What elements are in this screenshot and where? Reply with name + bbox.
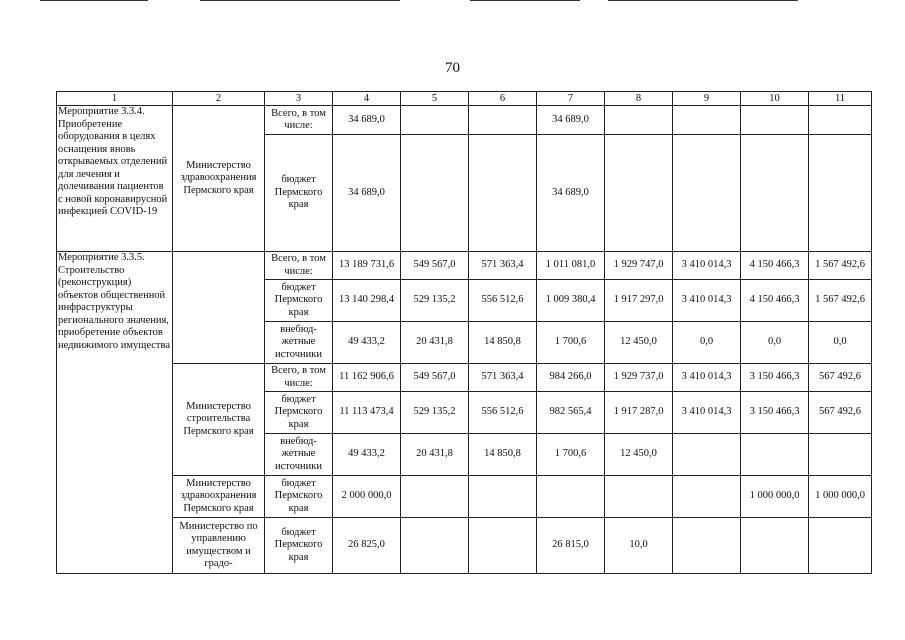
scan-edge-line: [200, 0, 400, 1]
table-row: [57, 252, 872, 280]
source-cell: бюджет Пермского края: [265, 392, 333, 434]
value-cell: [401, 106, 469, 135]
value-cell: [605, 106, 673, 135]
value-cell: [809, 106, 872, 135]
value-cell: 549 567,0: [401, 364, 469, 392]
value-cell: 14 850,8: [469, 434, 537, 476]
value-cell: [809, 434, 872, 476]
value-cell: 3 410 014,3: [673, 280, 741, 322]
header-cell: 8: [605, 92, 673, 106]
value-cell: [741, 518, 809, 574]
scan-edge-line: [470, 0, 580, 1]
value-cell: 3 410 014,3: [673, 364, 741, 392]
value-cell: 26 815,0: [537, 518, 605, 574]
value-cell: [741, 434, 809, 476]
header-cell: 11: [809, 92, 872, 106]
value-cell: 49 433,2: [333, 322, 401, 364]
value-cell: 34 689,0: [333, 135, 401, 252]
value-cell: 1 567 492,6: [809, 280, 872, 322]
executor-cell: Министерство строительства Пермского края: [173, 364, 265, 476]
executor-cell: [173, 252, 265, 364]
executor-cell: Министерство здравоохранения Пермского края: [173, 476, 265, 518]
value-cell: [809, 135, 872, 252]
value-cell: 529 135,2: [401, 280, 469, 322]
value-cell: 11 113 473,4: [333, 392, 401, 434]
value-cell: [741, 135, 809, 252]
value-cell: 1 700,6: [537, 322, 605, 364]
value-cell: 14 850,8: [469, 322, 537, 364]
value-cell: 1 917 297,0: [605, 280, 673, 322]
header-cell: 9: [673, 92, 741, 106]
header-cell: 2: [173, 92, 265, 106]
value-cell: 1 917 287,0: [605, 392, 673, 434]
table-row: [57, 364, 872, 392]
header-cell: 10: [741, 92, 809, 106]
source-cell: внебюд-жетные источники: [265, 434, 333, 476]
value-cell: 34 689,0: [537, 106, 605, 135]
value-cell: [605, 135, 673, 252]
page-number: 70: [445, 60, 460, 76]
value-cell: 3 410 014,3: [673, 392, 741, 434]
value-cell: 1 000 000,0: [809, 476, 872, 518]
source-cell: Всего, в том числе:: [265, 364, 333, 392]
value-cell: [469, 135, 537, 252]
value-cell: [469, 476, 537, 518]
value-cell: 20 431,8: [401, 434, 469, 476]
executor-cell: Министерство по управлению имуществом и градо-: [173, 518, 265, 574]
value-cell: 549 567,0: [401, 252, 469, 280]
header-cell: 5: [401, 92, 469, 106]
source-cell: бюджет Пермского края: [265, 518, 333, 574]
value-cell: 3 410 014,3: [673, 252, 741, 280]
value-cell: 1 929 747,0: [605, 252, 673, 280]
value-cell: 571 363,4: [469, 364, 537, 392]
value-cell: [401, 135, 469, 252]
value-cell: 12 450,0: [605, 322, 673, 364]
value-cell: [809, 518, 872, 574]
value-cell: 0,0: [673, 322, 741, 364]
value-cell: [673, 135, 741, 252]
value-cell: [401, 518, 469, 574]
value-cell: 567 492,6: [809, 364, 872, 392]
value-cell: 0,0: [741, 322, 809, 364]
value-cell: 3 150 466,3: [741, 392, 809, 434]
table-row: [57, 518, 872, 574]
value-cell: 1 009 380,4: [537, 280, 605, 322]
value-cell: 556 512,6: [469, 392, 537, 434]
value-cell: 2 000 000,0: [333, 476, 401, 518]
header-cell: 7: [537, 92, 605, 106]
table-row: [57, 106, 872, 135]
value-cell: 4 150 466,3: [741, 280, 809, 322]
table-row: [57, 476, 872, 518]
header-cell: 6: [469, 92, 537, 106]
value-cell: [401, 476, 469, 518]
value-cell: 26 825,0: [333, 518, 401, 574]
value-cell: [741, 106, 809, 135]
value-cell: 20 431,8: [401, 322, 469, 364]
value-cell: 529 135,2: [401, 392, 469, 434]
value-cell: 10,0: [605, 518, 673, 574]
measure-name-cell: Мероприятие 3.3.4. Приобретение оборудования в целях оснащения вновь открываемых отделений для лечения и долечивания пациентов с новой коронавирусной инфекцией COVID-19: [57, 106, 173, 252]
value-cell: 571 363,4: [469, 252, 537, 280]
source-cell: Всего, в том числе:: [265, 252, 333, 280]
value-cell: 556 512,6: [469, 280, 537, 322]
value-cell: 34 689,0: [537, 135, 605, 252]
value-cell: 13 140 298,4: [333, 280, 401, 322]
value-cell: 1 567 492,6: [809, 252, 872, 280]
value-cell: [673, 434, 741, 476]
value-cell: 984 266,0: [537, 364, 605, 392]
value-cell: 13 189 731,6: [333, 252, 401, 280]
value-cell: 1 929 737,0: [605, 364, 673, 392]
value-cell: 0,0: [809, 322, 872, 364]
value-cell: 12 450,0: [605, 434, 673, 476]
value-cell: [537, 476, 605, 518]
source-cell: Всего, в том числе:: [265, 106, 333, 135]
scan-edge-line: [40, 0, 148, 1]
value-cell: 4 150 466,3: [741, 252, 809, 280]
header-cell: 4: [333, 92, 401, 106]
source-cell: бюджет Пермского края: [265, 476, 333, 518]
value-cell: 567 492,6: [809, 392, 872, 434]
source-cell: бюджет Пермского края: [265, 280, 333, 322]
executor-cell: Министерство здравоохранения Пермского края: [173, 106, 265, 252]
value-cell: 1 000 000,0: [741, 476, 809, 518]
value-cell: [673, 106, 741, 135]
value-cell: 49 433,2: [333, 434, 401, 476]
value-cell: 1 011 081,0: [537, 252, 605, 280]
value-cell: [605, 476, 673, 518]
value-cell: 1 700,6: [537, 434, 605, 476]
scan-edge-line: [608, 0, 798, 1]
value-cell: [469, 106, 537, 135]
value-cell: [469, 518, 537, 574]
source-cell: бюджет Пермского края: [265, 135, 333, 252]
source-cell: внебюд-жетные источники: [265, 322, 333, 364]
header-row: [57, 92, 872, 106]
header-cell: 3: [265, 92, 333, 106]
value-cell: 34 689,0: [333, 106, 401, 135]
value-cell: [673, 476, 741, 518]
value-cell: 982 565,4: [537, 392, 605, 434]
measure-name-cell: Мероприятие 3.3.5. Строительство (реконструкция) объектов общественной инфраструктуры регионального значения, приобретение объектов недвижимого имущества: [57, 252, 173, 574]
budget-table: [56, 91, 872, 574]
value-cell: 3 150 466,3: [741, 364, 809, 392]
value-cell: 11 162 906,6: [333, 364, 401, 392]
value-cell: [673, 518, 741, 574]
header-cell: 1: [57, 92, 173, 106]
